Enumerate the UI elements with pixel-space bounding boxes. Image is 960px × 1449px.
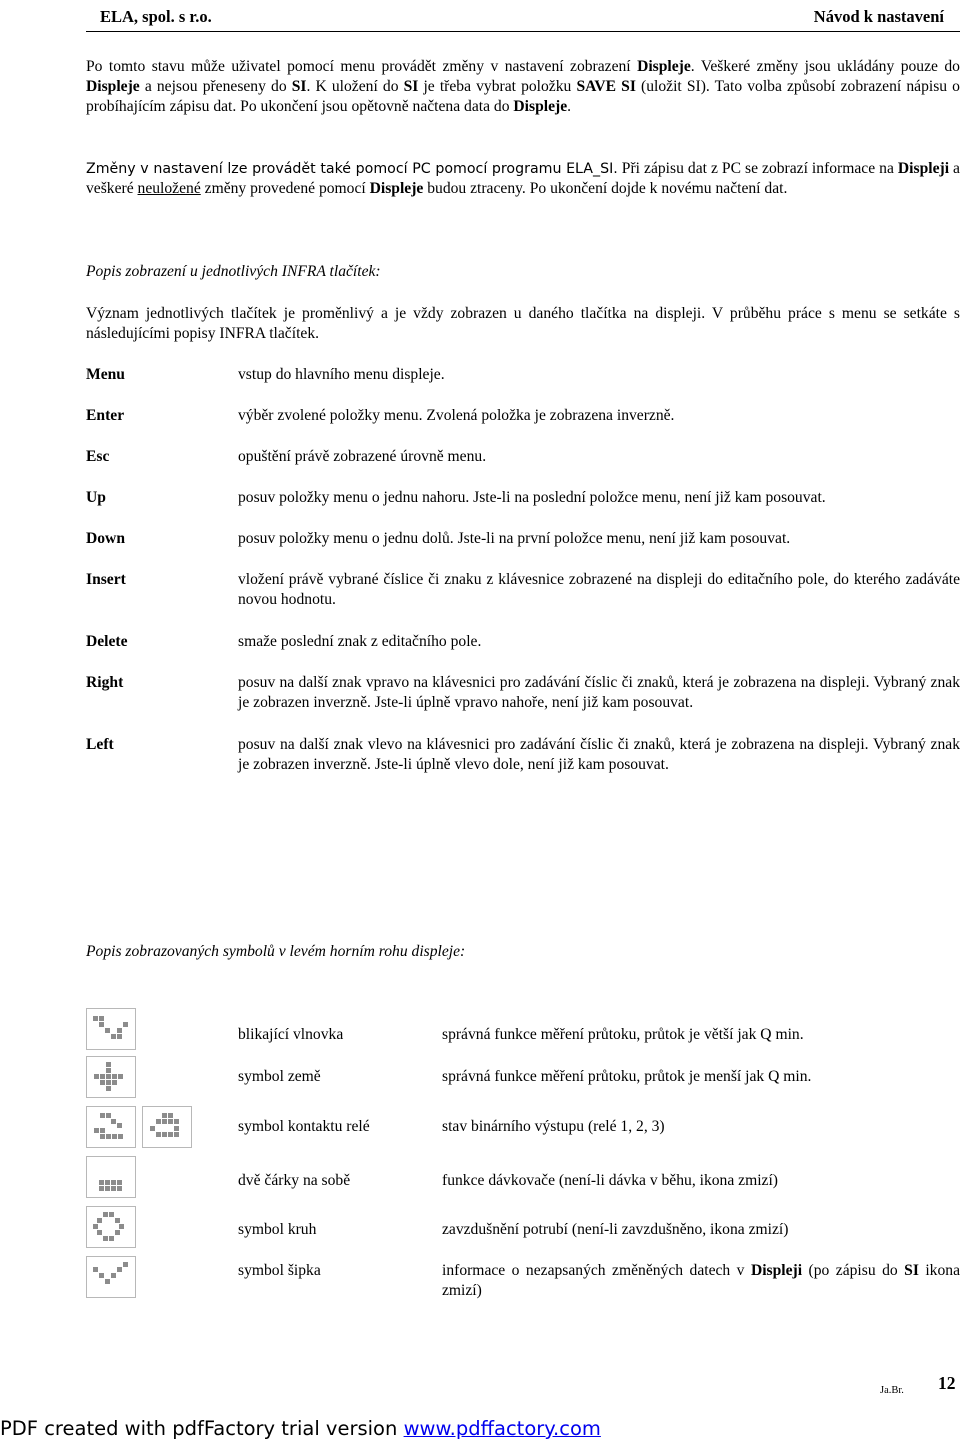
infra-key-name: Up <box>86 489 106 506</box>
infra-section-title: Popis zobrazení u jednotlivých INFRA tlačítek: <box>86 263 381 280</box>
author-signature: Ja.Br. <box>880 1385 904 1396</box>
symbol-name: symbol kruh <box>238 1221 317 1238</box>
intro-paragraph: Po tomto stavu může uživatel pomocí menu provádět změny v nastavení zobrazení Displeje. Veškeré změny jsou ukládány pouze do Displeje a nejsou přeneseny do SI. K uložení do SI je třeba vybrat položku SAVE SI (uložit SI). Tato volba způsobí zobrazení nápisu o probíhajícím zápisu dat. Po ukončení jsou opětovně načtena data do Displeje. <box>86 58 960 115</box>
infra-key-description: výběr zvolené položky menu. Zvolená položka je zobrazena inverzně. <box>238 407 675 424</box>
infra-key-name: Down <box>86 530 125 547</box>
pc-paragraph: Změny v nastavení lze provádět také pomocí PC pomocí programu ELA_SI. Při zápisu dat z PC se zobrazí informace na Displeji a veškeré neuložené změny provedené pomocí Displeje budou ztraceny. Po ukončení dojde k novému načtení dat. <box>86 160 960 197</box>
infra-key-description: smaže poslední znak z editačního pole. <box>238 633 482 650</box>
ground-icon <box>86 1056 136 1098</box>
symbol-name: dvě čárky na sobě <box>238 1172 351 1189</box>
infra-key-description: posuv na další znak vpravo na klávesnici pro zadávání číslic či znaků, která je zobrazena na displeji. Vybraný znak je zobrazen inverzně. Jste-li úplně vpravo nahoře, není již kam posouvat. <box>238 674 960 711</box>
relay-open-icon <box>86 1106 136 1148</box>
pdf-creator-banner: PDF created with pdfFactory trial version www.pdffactory.com <box>0 1417 601 1440</box>
wave-icon <box>86 1008 136 1050</box>
circle-icon <box>86 1206 136 1248</box>
infra-key-description: vložení právě vybrané číslice či znaku z klávesnice zobrazené na displeji do editačního pole, do kterého zadáváte novou hodnotu. <box>238 571 960 608</box>
infra-key-name: Enter <box>86 407 125 424</box>
symbol-name: symbol kontaktu relé <box>238 1118 370 1135</box>
infra-key-name: Delete <box>86 633 128 650</box>
page-number: 12 <box>938 1373 956 1393</box>
symbol-meaning: správná funkce měření průtoku, průtok je menší jak Q min. <box>442 1068 812 1085</box>
symbol-meaning: stav binárního výstupu (relé 1, 2, 3) <box>442 1118 665 1135</box>
infra-key-name: Left <box>86 736 114 753</box>
infra-key-name: Insert <box>86 571 126 588</box>
symbol-meaning: informace o nezapsaných změněných datech v Displeji (po zápisu do SI ikona zmizí) <box>442 1262 960 1299</box>
double-dash-icon <box>86 1156 136 1198</box>
symbol-meaning: správná funkce měření průtoku, průtok je větší jak Q min. <box>442 1026 804 1043</box>
pdffactory-link[interactable]: www.pdffactory.com <box>403 1417 601 1440</box>
page-header <box>86 6 960 32</box>
arrow-icon <box>86 1256 136 1298</box>
symbol-meaning: funkce dávkovače (není-li dávka v běhu, ikona zmizí) <box>442 1172 778 1189</box>
infra-key-description: posuv položky menu o jednu dolů. Jste-li na první položce menu, není již kam posouvat. <box>238 530 791 547</box>
infra-intro: Význam jednotlivých tlačítek je proměnlivý a je vždy zobrazen u daného tlačítka na displeji. V průběhu práce s menu se setkáte s následujícími popisy INFRA tlačítek. <box>86 305 960 342</box>
infra-key-name: Right <box>86 674 124 691</box>
company-name: ELA, spol. s r.o. <box>100 7 212 26</box>
infra-key-name: Menu <box>86 366 125 383</box>
infra-key-description: posuv položky menu o jednu nahoru. Jste-li na poslední položce menu, není již kam posouvat. <box>238 489 826 506</box>
symbols-section-title: Popis zobrazovaných symbolů v levém horním rohu displeje: <box>86 943 466 960</box>
document-title: Návod k nastavení <box>813 7 944 26</box>
infra-key-description: posuv na další znak vlevo na klávesnici pro zadávání číslic či znaků, která je zobrazena na displeji. Vybraný znak je zobrazen inverzně. Jste-li úplně vlevo dole, není již kam posouvat. <box>238 736 960 773</box>
symbol-name: symbol země <box>238 1068 321 1085</box>
infra-key-name: Esc <box>86 448 110 465</box>
relay-closed-icon <box>142 1106 192 1148</box>
symbol-name: symbol šipka <box>238 1262 321 1279</box>
symbol-name: blikající vlnovka <box>238 1026 344 1043</box>
infra-key-description: opuštění právě zobrazené úrovně menu. <box>238 448 487 465</box>
symbol-meaning: zavzdušnění potrubí (není-li zavzdušněno, ikona zmizí) <box>442 1221 789 1238</box>
infra-key-description: vstup do hlavního menu displeje. <box>238 366 445 383</box>
